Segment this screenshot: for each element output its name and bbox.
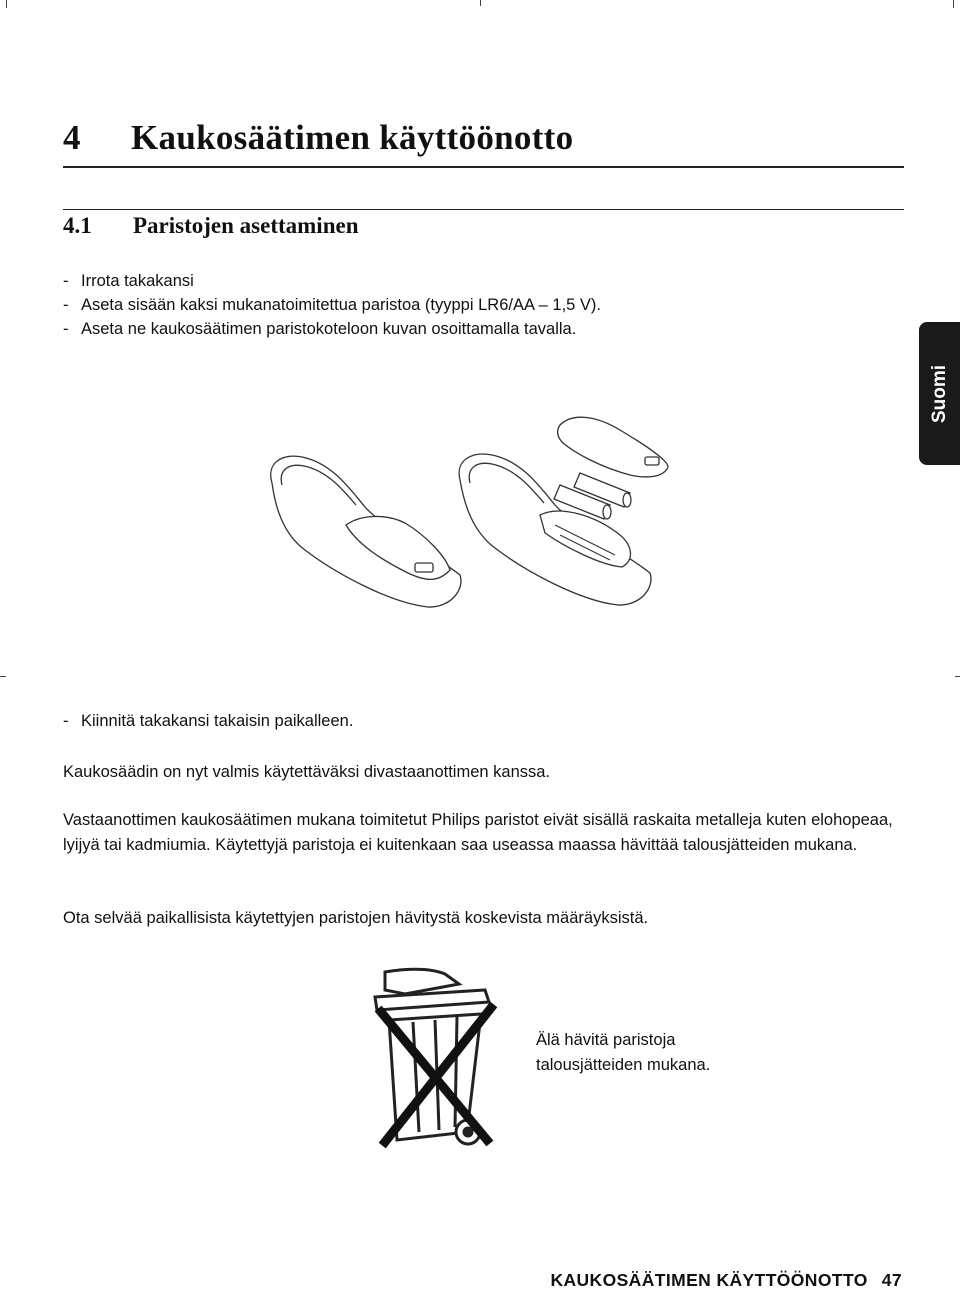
step-item: - Kiinnitä takakansi takaisin paikalleen. — [63, 712, 354, 730]
section-number: 4.1 — [63, 213, 92, 238]
chapter-title-text: Kaukosäätimen käyttöönotto — [131, 118, 574, 157]
info-paragraph: Vastaanottimen kaukosäätimen mukana toimitetut Philips paristot eivät sisällä raskaita metalleja kuten elohopeaa, lyijyä tai kadmiumia. Käytettyjä paristoja ei kuitenkaan saa useassa maassa hävittää talousjätteiden mukana. — [63, 811, 893, 854]
disposal-note-line: talousjätteiden mukana. — [536, 1055, 711, 1074]
disposal-note-line: Älä hävitä paristoja — [536, 1031, 676, 1049]
step-item: - Aseta sisään kaksi mukanatoimitettua paristoa (tyyppi LR6/AA – 1,5 V). — [63, 296, 602, 314]
step-item: - Aseta ne kaukosäätimen paristokoteloon kuvan osoittamalla tavalla. — [63, 320, 577, 338]
crop-mark — [6, 0, 7, 8]
disposal-note — [536, 1028, 710, 1077]
ready-paragraph: Kaukosäädin on nyt valmis käytettäväksi divastaanottimen kanssa. — [63, 763, 551, 781]
chapter-number: 4 — [63, 118, 81, 157]
crossed-out-bin-icon — [355, 962, 505, 1152]
language-tab-label: Suomi — [928, 364, 950, 423]
step-text: Aseta sisään kaksi mukanatoimitettua paristoa (tyyppi LR6/AA – 1,5 V). — [81, 296, 602, 314]
battery-cover-icon — [558, 417, 668, 477]
page-number: 47 — [881, 1270, 902, 1290]
crop-mark — [953, 0, 954, 8]
section-title — [63, 213, 359, 239]
step-text: Kiinnitä takakansi takaisin paikalleen. — [81, 712, 354, 730]
regulations-paragraph: Ota selvää paikallisista käytettyjen paristojen hävitystä koskevista määräyksistä. — [63, 909, 649, 927]
running-title: KAUKOSÄÄTIMEN KÄYTTÖÖNOTTO — [550, 1270, 868, 1290]
section-title-text: Paristojen asettaminen — [133, 213, 359, 238]
section-rule — [63, 209, 904, 210]
crop-mark — [0, 676, 6, 677]
page-footer — [550, 1270, 902, 1291]
crop-mark — [480, 0, 481, 6]
crop-mark — [955, 676, 960, 677]
step-item: - Irrota takakansi — [63, 272, 194, 290]
step-text: Irrota takakansi — [81, 272, 194, 290]
step-text: Aseta ne kaukosäätimen paristokoteloon kuvan osoittamalla tavalla. — [81, 320, 577, 338]
chapter-title — [63, 118, 573, 158]
chapter-rule — [63, 166, 904, 168]
remote-battery-illustration — [260, 405, 680, 620]
language-tab — [919, 322, 960, 465]
